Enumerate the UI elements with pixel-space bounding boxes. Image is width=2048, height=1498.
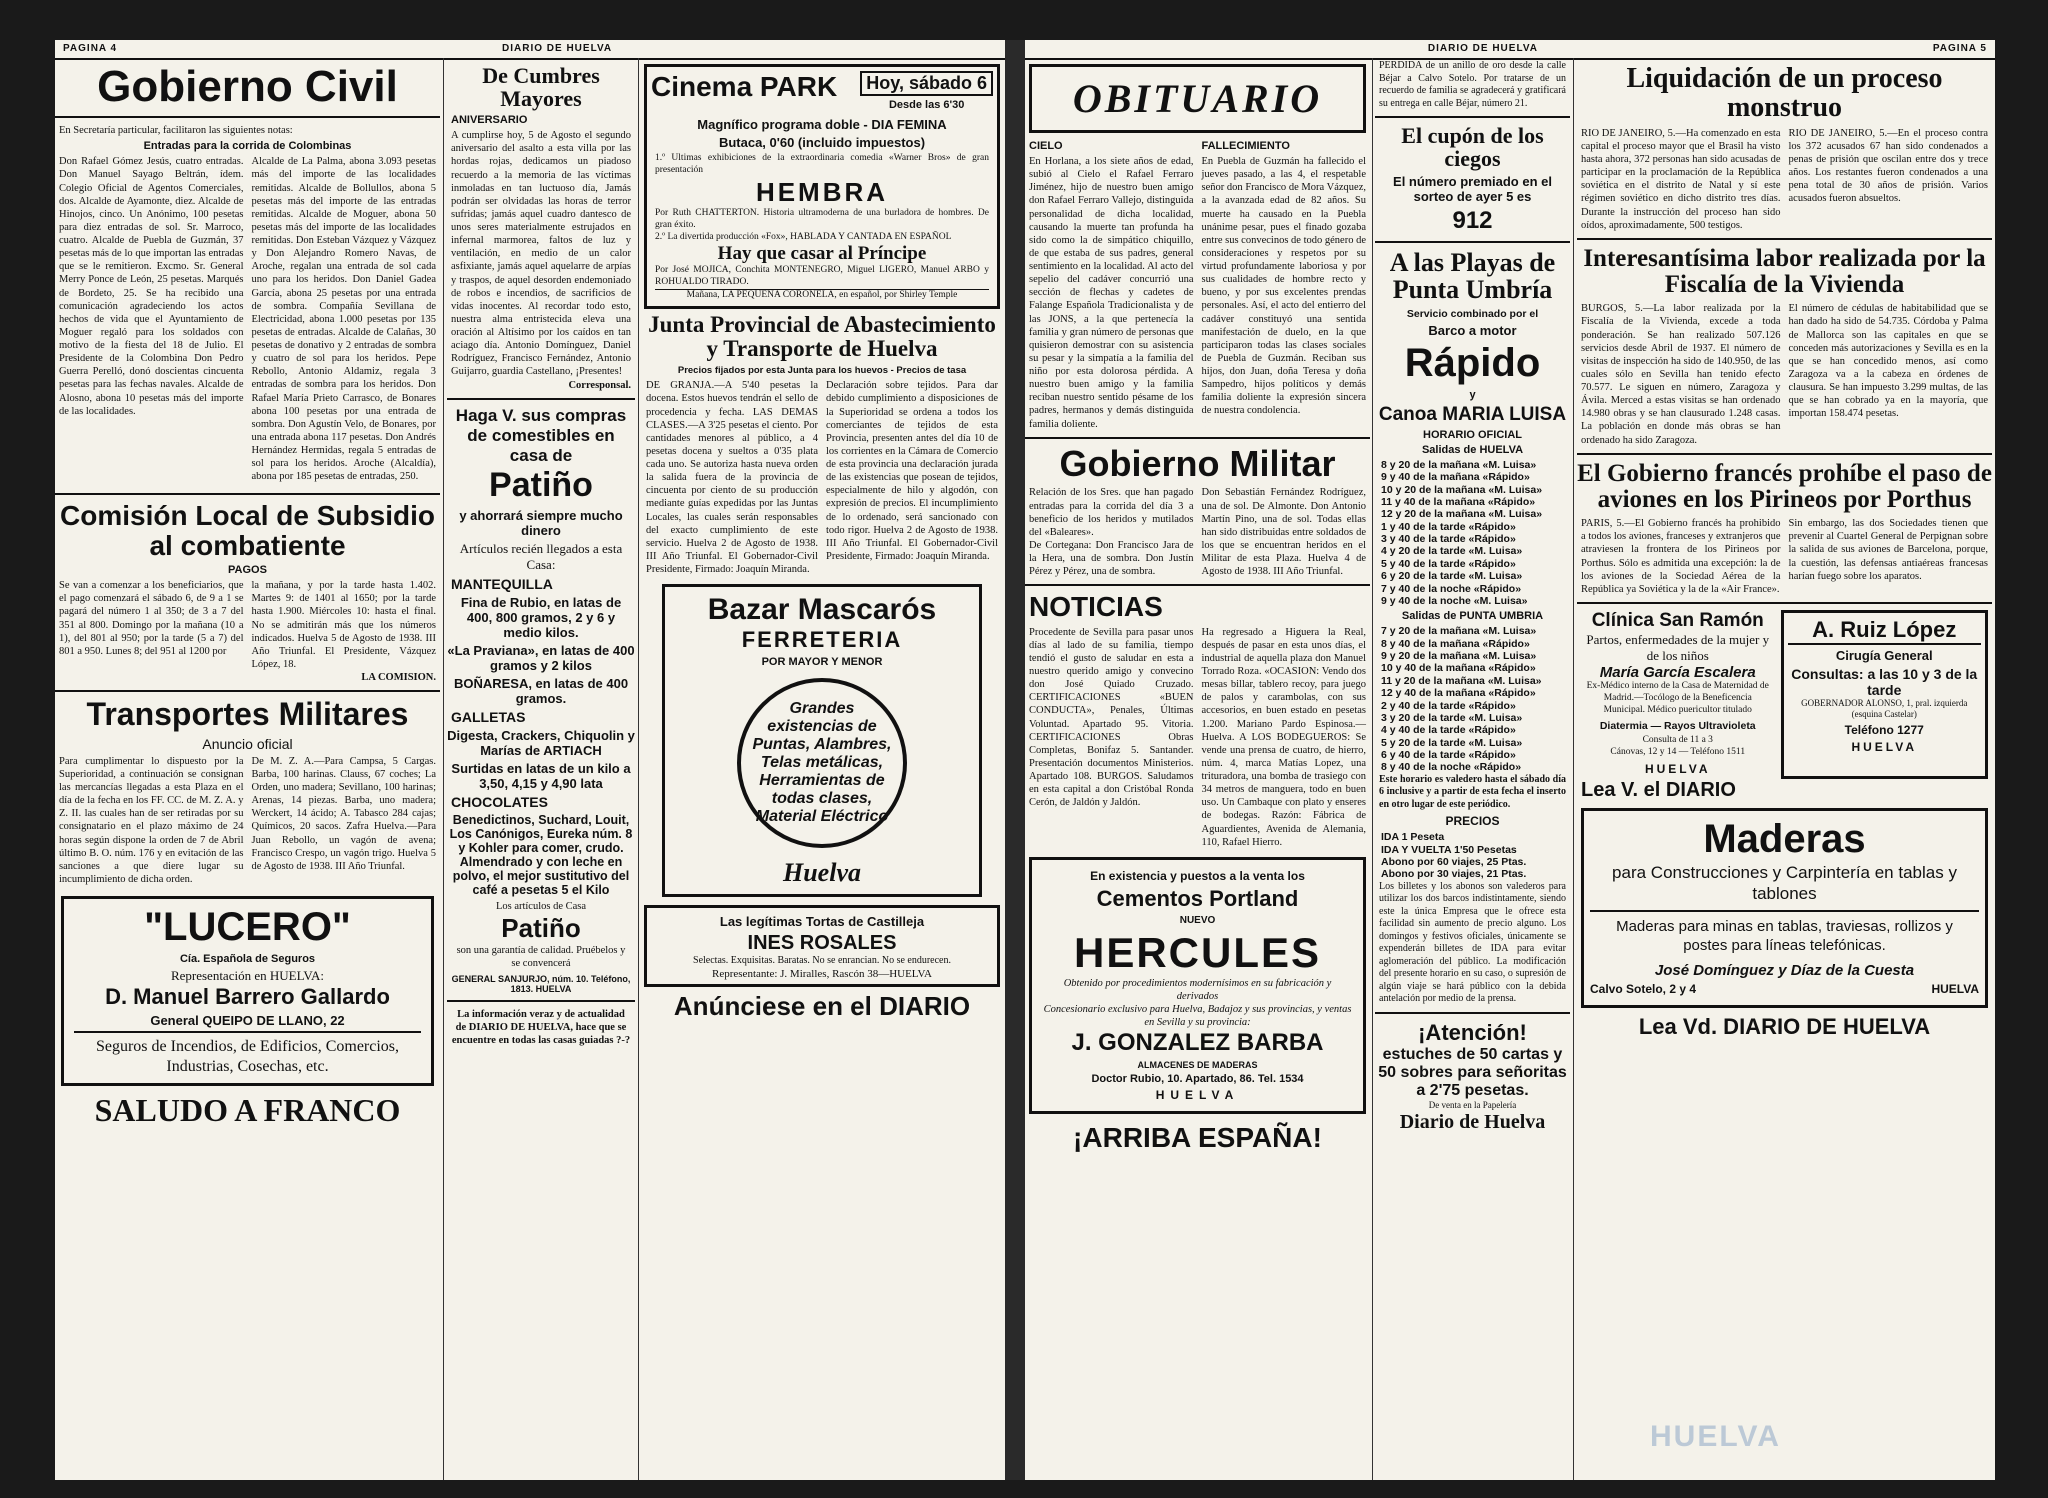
atencion-title: ¡Atención! — [1418, 1019, 1527, 1045]
playas-bottom: Los billetes y los abonos son valederos para utilizar los dos barcos indistintamente, siendo este la única Empresa que le ofrece esta facilidad sin aumento de precio alguno. Los domingos y festivos oficiales, únicamente se expenderán billetes de IDA para evitar aglomeración del público. La modificación del presente horario en su caso, o supresión de algún viaje se hará público con la debida antelación por medio de la prensa. — [1379, 880, 1566, 1005]
lucero-agent: D. Manuel Barrero Gallardo — [105, 984, 390, 1010]
frances-col2: Sin embargo, las dos Sociedades tienen que prevenir al Cuartel General de Perpignan sobre la salida de sus aviones de Barcelona, porque, la cuestión, las defensas antiaéreas francesas harían fuego sobre los aparatos. — [1788, 518, 1988, 582]
schedule-row: 8 y 40 de la mañana «Rápido» — [1381, 637, 1530, 650]
right-page-header — [1025, 40, 1995, 60]
diario-info: La información veraz y de actualidad de DIARIO DE HUELVA, hace que se encuentre en todas las casas guiadas ?-? — [451, 1008, 631, 1046]
clinica-doctor: María García Escalera — [1599, 664, 1756, 682]
comision-col2: la mañana, y por la tarde hasta 1.402. Martes 9: de 1401 al 1650; por la tarde hasta 1.900. Miércoles 10: hasta el final. No se admitirán más que los números indicados. Huelva 5 de Agosto de 1938. III Año Triunfal. El Presidente, Vázquez López, 18. — [251, 580, 436, 670]
gobierno-civil-col2: Alcalde de La Palma, abona 3.093 pesetas más del importe de las localidades remitidas. Alcalde de Bollullos, abona 5 pesetas más del importe de las entradas remitidas. Alcalde de Moguer, abona 50 pesetas más del importe de las localidades remitidas. Don Esteban Vázquez y Vázquez y Don Alejandro Romero Navas, de Aroche, regalan una entrada de sol cada uno para los heridos. Don Daniel Gadea García, abona 25 pesetas por una entrada de sombra. Compañía Sevillana de Electricidad, abona 1.000 pesetas por 135 pesetas de entradas. Alcalde de Calañas, 30 pesetas de donativo y 2 entradas de sombra y cuatro de sol para los heridos. Pepe Rebollo, Antonio Aldamiz, regala 3 entradas de sombra para los heridos. Don Rafael María Prieto Carrasco, de Bonares abona 100 pesetas por una entrada de sombra. Don Agustín Velo, de Bonares, por una entrada abona 117 pesetas. Don Andrés Hernández Hermidas, regala 5 entradas de sol para los heridos. Aroche (Alcaldía), abona por 185 pesetas de entradas, 250. — [251, 156, 436, 483]
schedule-row: 8 y 40 de la noche «Rápido» — [1381, 761, 1522, 774]
clinica-addr: Cánovas, 12 y 14 — Teléfono 1511 — [1610, 746, 1746, 757]
price-row: Abono por 60 viajes, 25 Ptas. — [1381, 856, 1527, 869]
lucero-rep: Representación en HUELVA: — [170, 968, 325, 984]
schedule-row: 3 y 20 de la tarde «M. Luisa» — [1381, 711, 1523, 724]
playas-y: y — [1469, 388, 1476, 401]
cinema-ad — [644, 64, 1000, 309]
bazar-name: Bazar Mascarós — [707, 593, 937, 627]
schedule-row: 4 y 20 de la tarde «M. Luisa» — [1381, 545, 1523, 558]
schedule-row: 11 y 40 de la mañana «Rápido» — [1381, 495, 1536, 508]
patino-name: Patiño — [489, 465, 593, 504]
schedule-row: 6 y 40 de la tarde «Rápido» — [1381, 749, 1516, 762]
junta-title: Junta Provincial de Abastecimiento y Transporte de Huelva — [648, 312, 996, 362]
price-row: IDA Y VUELTA 1'50 Pesetas — [1381, 843, 1517, 856]
schedule-row: 5 y 20 de la tarde «M. Luisa» — [1381, 736, 1523, 749]
patino-foot1: Los artículos de Casa — [495, 901, 587, 913]
chocolates-head: CHOCOLATES — [451, 794, 548, 811]
clinica-city: HUELVA — [1644, 761, 1711, 776]
atencion-line2: De venta en la Papelería — [1428, 1099, 1517, 1110]
cupon-number: 912 — [1452, 207, 1493, 235]
tortas-brand: INES ROSALES — [747, 932, 897, 955]
comision-sign: LA COMISION. — [361, 672, 436, 684]
precios-list — [1381, 831, 1564, 881]
comision-title: Comisión Local de Subsidio al combatiente — [60, 500, 435, 561]
cinema-time: Desde las 6'30 — [888, 99, 965, 111]
cumbres-sign: Corresponsal. — [568, 379, 631, 391]
lea-diario-2: Lea Vd. DIARIO DE HUELVA — [1638, 1013, 1931, 1039]
patino-line: y ahorrará siempre mucho dinero — [459, 507, 623, 538]
playas-rapido: Rápido — [1404, 340, 1541, 385]
cinema-line1: 1.º Ultimas exhibiciones de la extraordinaria comedia «Warner Bros» de gran presentación — [655, 153, 989, 175]
price-row: IDA 1 Peseta — [1381, 831, 1445, 844]
paper-name: DIARIO DE HUELVA — [502, 43, 613, 54]
schedule-row: 10 y 20 de la mañana «M. Luisa» — [1381, 483, 1543, 496]
tortas-ad — [644, 905, 1000, 987]
playas-note: Este horario es valedero hasta el sábado día 6 inclusive y a partir de esta fecha el inserto en otro lugar de este periódico. — [1379, 773, 1566, 810]
cinema-name: Cinema PARK — [651, 71, 838, 102]
transportes-title: Transportes Militares — [86, 696, 409, 733]
maderas-title: Maderas — [1703, 816, 1866, 861]
junta-col2: Declaración sobre tejidos. Para dar debido cumplimiento a disposiciones de la Superioridad se ordena a todos los comerciantes de tejidos de esta Provincia, presenten antes del día 10 de los corrientes en la Cámara de Comercio de esta provincia una declaración jurada de las existencias que posean de tejidos, especialmente de hilo y algodón, con expresión de precios. El incumplimiento de lo ordenado, será sancionado con todo rigor. Huelva 2 de Agosto de 1938. III Año Triunfal. El Gobernador-Civil Presidente, Firmado: Joaquín Miranda. — [826, 380, 998, 562]
column-left-3 — [642, 60, 1002, 1480]
cementos-agent: J. GONZALEZ BARBA — [1071, 1029, 1324, 1057]
cinema-film1: HEMBRA — [755, 176, 889, 207]
column-right-1 — [1025, 60, 1370, 1480]
ruiz-spec: Cirugía General — [1835, 647, 1933, 663]
column-left-1 — [55, 60, 440, 1480]
column-right-2 — [1375, 60, 1570, 1480]
playas-title: A las Playas de Punta Umbría — [1389, 248, 1556, 305]
cinema-cast1: Por Ruth CHATTERTON. Historia ultramoderna de una burladora de hombres. De gran éxito. — [655, 207, 989, 230]
bazar-circle: Grandes existencias de Puntas, Alambres, Telas metálicas, Herramientas de todas clases, Material Eléctrico — [737, 678, 907, 848]
anunciese-diario: Anúnciese en el DIARIO — [673, 991, 971, 1022]
vivienda-col2: El número de cédulas de habitabilidad que se han dado ha sido de 54.735. Córdoba y Palma de Mallorca son las capitales en que se conceden más autorizaciones y Sevilla es en la que se han concedido menos, así como Zaragoza va a la cabeza en órdenes de clausura. Se han impuesto 3.299 multas, de las que se han cobrado ya en la mayoría, que importan 158.474 pesetas. — [1788, 303, 1988, 420]
saludo-franco: SALUDO A FRANCO — [94, 1092, 401, 1129]
lucero-addr: General QUEIPO DE LLANO, 22 — [150, 1013, 345, 1029]
noticias-col1: Procedente de Sevilla para pasar unos días al lado de su familia, tiempo tendió el gusto de saludar en esta a nuestro querido amigo y convecino don José Quiado Cruzado. CERTIFICACIONES «BUEN CONDUCTA», Penales, Últimas Voluntad. Apartado 95. Vitoria. CERTIFICACIONES Obras Completas, Bonifaz 5. Santander. Presentación documentos Ministerios. Apartado 108. BURGOS. Saludamos en esta capital a don Cristóbal Ronda Cerón, de Jaldón y Jaldón. — [1029, 626, 1194, 809]
cementos-desc: Obtenido por procedimientos modernísimos en su fabricación y derivados — [1063, 977, 1332, 1002]
bazar-ad — [662, 584, 982, 897]
ruiz-addr: GOBERNADOR ALONSO, 1, pral. izquierda (esquina Castelar) — [1801, 697, 1968, 720]
liquidacion-col1: RIO DE JANEIRO, 5.—Ha comenzado en esta capital el proceso mayor que el Brasil ha visto hasta ahora, 372 personas han sido acusadas de participar en la proclamación de la República soviética en el distrito de Natal y sí este régimen soviético en dicho distrito tres días. Durante la instrucción del proceso han sido oídos, aproximadamente, 500 testigos. — [1581, 127, 1781, 231]
gobierno-civil-title: Gobierno Civil — [97, 62, 398, 111]
patino-address: GENERAL SANJURJO, núm. 10. Teléfono, 1813. HUELVA — [451, 973, 631, 994]
vivienda-col1: BURGOS, 5.—La labor realizada por la Fiscalía de la Vivienda, excede a toda ponderación. Se han realizado 507.126 servicios desde Abril de 1937. El número de visitas de inspección ha sido de 140.950, de las cuales sólo en Sevilla han tenido efecto 70.577. Le siguen en número, Zaragoza y Ávila. Merced a estas visitas se han ordenado 14.980 obras y se han clausurado 1.248 casas. La población en donde más obras se han ordenado ha sido Zaragoza. — [1581, 303, 1781, 446]
left-page — [55, 40, 1005, 1480]
frances-title: El Gobierno francés prohíbe el paso de aviones en los Pirineos por Porthus — [1577, 459, 1992, 513]
obituario-text2: En Puebla de Guzmán ha fallecido el jueves pasado, a las 4, el respetable señor don Francisco de Mora Vázquez, a la avanzada edad de 82 años. Su muerte ha causado en la Puebla unánime pesar, pues el finado gozaba entre sus convecinos de todo género de consideraciones y respetos por su virtud profundamente laboriosa y por sus cualidades de hombre recto y bueno, y por sus excelentes prendas personales. Así, el acto del entierro del cadáver constituyó una sentida manifestación de duelo, en la que participaron todas las clases sociales de Puebla de Guzmán. Reciban sus hijos, don Juan, doña Teresa y doña Sampedro, hijos políticos y demás familia doliente la expresión sincera de nuestra condolencia. — [1201, 156, 1366, 417]
cementos-nuevo: NUEVO — [1179, 914, 1216, 926]
schedule-row: 9 y 20 de la mañana «M. Luisa» — [1381, 650, 1537, 663]
vivienda-title: Interesantísima labor realizada por la Fiscalía de la Vivienda — [1583, 244, 1986, 299]
maderas-city: HUELVA — [1931, 981, 1979, 996]
transportes-col2: De M. Z. A.—Para Campsa, 5 Cargas. Barba, 100 harinas. Clauss, 67 coches; La Orden, uno madera; Sevillano, 100 harinas; Arenas, 14 piezas. Barba, uno madera; Werckert, 14 ácido; A. Tabasco 284 cajas; Químicos, 20 sacos. Zafra Huelva.—Para Juan Rebollo, un vagón de avena; Francisco Crespo, un vagón trigo. Huelva 5 de Agosto de 1938. III Año Triunfal. — [251, 755, 436, 872]
patino-arrivals: Artículos recién llegados a esta Casa: — [459, 540, 623, 572]
schedule-row: 9 y 40 de la noche «M. Luisa» — [1381, 594, 1528, 607]
mantequilla-head: MANTEQUILLA — [451, 576, 553, 593]
clinica-title: Clínica San Ramón — [1591, 609, 1764, 631]
tortas-line2: Selectas. Exquisitas. Baratas. No se enrancian. No se endurecen. — [693, 955, 951, 967]
page-gutter — [1005, 40, 1025, 1480]
clinica-diatermia: Diatermia — Rayos Ultravioleta — [1599, 720, 1756, 733]
playas-horario: HORARIO OFICIAL — [1423, 428, 1522, 441]
schedule-row: 7 y 20 de la mañana «M. Luisa» — [1381, 625, 1537, 638]
atencion-line1: estuches de 50 cartas y 50 sobres para señoritas a 2'75 pesetas. — [1378, 1045, 1567, 1099]
gobierno-civil-subhead: Entradas para la corrida de Colombinas — [143, 140, 352, 153]
gobierno-civil-intro: En Secretaría particular, facilitaron las siguientes notas: — [59, 125, 293, 137]
schedule-row: 8 y 20 de la mañana «M. Luisa» — [1381, 458, 1537, 471]
noticias-col2: Ha regresado a Higuera la Real, después de pasar en esta unos días, el industrial de aquella plaza don Manuel Torrado Roza. «OCASION: Vendo dos mesas billar, tablero recoy, para juego de palos y carambolas, con sus accesorios, en buen estado en pesetas 1.200. Mariano Pardo Espinosa.—Huelva. A LOS BODEGUEROS: Se vende una prensa de cuatro, de hierro, núm. 4, marca Matías Lopez, una trituradora, una bomba de trasiego con 34 metros de manguera, todo en buen uso. Un Cambaque con plato y enseres de bodegas. Razón: Fábrica de Aguardientes, Avenida de Alemania, 110, Rafael Hierro. — [1201, 626, 1366, 848]
playas-barco: Barco a motor — [1428, 322, 1517, 338]
clinica-cv: Ex-Médico interno de la Casa de Maternidad de Madrid.—Tocólogo de la Beneficencia Municipal. Médico puericultor titulado — [1586, 681, 1769, 716]
chocolates-text: Benedictinos, Suchard, Louit, Los Canónigos, Eureka núm. 8 y Kohler para comer, crudo. Almendrado y con leche en polvo, el mejor sustitutivo del café a pesetas 5 el Kilo — [449, 813, 633, 898]
cinema-date: Hoy, sábado 6 — [860, 71, 993, 96]
paper-name-right: DIARIO DE HUELVA — [1427, 43, 1538, 54]
galletas-head: GALLETAS — [451, 709, 526, 726]
ruiz-phone: Teléfono 1277 — [1844, 723, 1924, 738]
ruiz-hours: Consultas: a las 10 y 3 de la tarde — [1791, 665, 1978, 698]
bazar-city: Huelva — [783, 858, 861, 888]
obituario-title: OBITUARIO — [1029, 64, 1366, 133]
maderas-line1: para Construcciones y Carpintería en tablas y tablones — [1612, 862, 1957, 904]
playas-canoa: Canoa MARIA LUISA — [1378, 403, 1567, 425]
gobierno-militar-title: Gobierno Militar — [1059, 442, 1336, 484]
schedule-row: 10 y 40 de la mañana «Rápido» — [1381, 662, 1536, 675]
schedule-row: 3 y 40 de la tarde «Rápido» — [1381, 533, 1516, 546]
tortas-line3: Representante: J. Miralles, Rascón 38—HUELVA — [712, 967, 932, 980]
galletas-2: Surtidas en latas de un kilo a 3,50, 4,15 y 4,90 lata — [451, 761, 631, 792]
cementos-title: Cementos Portland — [1096, 885, 1299, 911]
clinica-consulta: Consulta de 11 a 3 — [1642, 735, 1713, 746]
schedule-row: 1 y 40 de la tarde «Rápido» — [1381, 520, 1516, 533]
schedule-row: 12 y 20 de la mañana «M. Luisa» — [1381, 508, 1543, 521]
mantequilla-2: «La Praviana», en latas de 400 gramos y 2 kilos — [447, 643, 635, 674]
schedule-row: 9 y 40 de la mañana «Rápido» — [1381, 471, 1530, 484]
playas-service: Servicio combinado por el — [1406, 307, 1539, 320]
obituario-text1: En Horlana, a los siete años de edad, subió al Cielo el Rafael Ferraro Jiménez, hijo de nuestro buen amigo don Rafael Ferraro Vallejo, distinguida personalidad de dicha localidad, causando la muerte tan profunda ha sido como la de simpático chiquillo, de que estaba de sus padres, general sentimiento en la localidad. Al acto del sepelio del cadáver concurrió una sección de flechas y cadetes de Falange Española Tradicionalista y de las JONS, a la que pertenecía la familia y gran número de personas que quisieron demostrar con su asistencia su pesar y la simpatía a la familia del niño por esta dolorosa pérdida. A nuestro buen amigo y la familia reciban nuestro sentido pésame de los padres, hermanos y demás distinguida familia doliente. — [1029, 156, 1194, 430]
patino-intro: Haga V. sus compras de comestibles en casa de — [455, 405, 627, 465]
cementos-name: HERCULES — [1073, 928, 1322, 976]
cinema-cast2: Por José MOJICA, Conchita MONTENEGRO, Miguel LIGERO, Manuel ARBO y ROHUALDO TIRADO. — [655, 265, 989, 288]
liquidacion-title: Liquidación de un proceso monstruo — [1626, 63, 1943, 124]
clinica-line1: Partos, enfermedades de la mujer y de los niños — [1586, 631, 1770, 664]
cementos-almacenes: ALMACENES DE MADERAS — [1137, 1060, 1258, 1071]
galletas-1: Digesta, Crackers, Chiquolin y Marías de ARTIACH — [447, 728, 635, 759]
maderas-addr: Calvo Sotelo, 2 y 4 — [1590, 981, 1697, 996]
cinema-film2: Hay que casar al Príncipe — [717, 243, 927, 265]
cinema-line2: 2.º La divertida producción «Fox», HABLADA Y CANTADA EN ESPAÑOL — [655, 231, 952, 242]
archive-watermark: HUELVA — [1650, 1420, 1781, 1453]
mantequilla-3: BOÑARESA, en latas de 400 gramos. — [453, 676, 629, 707]
right-page — [1025, 40, 1995, 1480]
atencion-line3: Diario de Huelva — [1399, 1111, 1546, 1134]
cumbres-title: De Cumbres Mayores — [482, 63, 600, 112]
playas-salidas-huelva: Salidas de HUELVA — [1421, 443, 1524, 456]
price-row: Abono por 30 viajes, 21 Ptas. — [1381, 868, 1527, 881]
maderas-line2: Maderas para minas en tablas, traviesas, rollizos y postes para líneas telefónicas. — [1616, 918, 1953, 955]
cinema-price: Butaca, 0'60 (incluido impuestos) — [718, 135, 926, 150]
schedule-row: 6 y 20 de la tarde «M. Luisa» — [1381, 570, 1523, 583]
cementos-line1: En existencia y puestos a la venta los — [1090, 868, 1305, 883]
bazar-ferreteria: FERRETERIA — [741, 627, 903, 653]
lucero-lines: Seguros de Incendios, de Edificios, Comercios, Industrias, Cosechas, etc. — [74, 1031, 421, 1077]
arriba-espana: ¡ARRIBA ESPAÑA! — [1073, 1122, 1322, 1154]
mantequilla-1: Fina de Rubio, en latas de 400, 800 gramos, 2 y 6 y medio kilos. — [460, 595, 622, 641]
transportes-col1: Para cumplimentar lo dispuesto por la Superioridad, a continuación se consignan las mercancías llegadas a esta Plaza en el día de la fecha en los FF. CC. de M. Z. A. y Z. II. las cuales han de ser retiradas por su consignatario en el plazo máximo de 24 horas según dispone la orden de 7 de Abril último B. O. núm. 176 y en evitación de las sanciones a que diere lugar su incumplimiento de dicha orden. — [59, 755, 244, 885]
noticias-title: NOTICIAS — [1029, 591, 1163, 623]
schedule-row: 7 y 40 de la noche «Rápido» — [1381, 582, 1522, 595]
obituario-sub2: FALLECIMIENTO — [1201, 140, 1290, 152]
precios-head: PRECIOS — [1445, 814, 1500, 829]
cumbres-subhead: ANIVERSARIO — [451, 114, 528, 127]
schedule-punta — [1381, 625, 1564, 774]
column-right-3 — [1577, 60, 1992, 1480]
lucero-ad — [61, 896, 434, 1086]
junta-col1: DE GRANJA.—A 5'40 pesetas la docena. Estos huevos tendrán el sello de procedencia y fecha. LAS DEMAS CLASES.—A 3'25 pesetas el ciento. Por cantidades menores al público, a 4 pesetas docena y sueltos a 0'35 plata cada uno. Se autoriza hasta nueva orden la salida fuera de la provincia de cincuenta por ciento de su producción mediante guías expedidas por las Juntas Locales, las cuales serán responsables del exacto cumplimiento de este servicio. Huelva 2 de Agosto de 1938. III Año Triunfal. El Gobernador-Civil Presidente, Firmado: Joaquín Miranda. — [646, 380, 818, 576]
cupon-line: El número premiado en el sorteo de ayer 5 es — [1393, 174, 1552, 205]
left-page-header — [55, 40, 1005, 60]
cinema-program: Magnífico programa doble - DIA FEMINA — [697, 117, 947, 132]
schedule-row: 4 y 40 de la tarde «Rápido» — [1381, 724, 1516, 737]
comision-col1: Se van a comenzar a los beneficiarios, que el pago comenzará el sábado 6, de 9 a 1 se pagará del número 1 al 350; de 3 a 7 del 351 al 800. Domingo por la mañana (10 a 1), del 801 al 950; por la tarde (5 a 7) del 801 a 950. Lunes 8; del 951 al 1200 por — [59, 580, 244, 657]
page-number: PAGINA 4 — [63, 43, 118, 54]
playas-salidas-punta: Salidas de PUNTA UMBRIA — [1401, 610, 1544, 623]
column-left-2 — [447, 60, 635, 1480]
perdida-notice: PERDIDA de un anillo de oro desde la calle Béjar a Calvo Sotelo. Por tratarse de un recuerdo de familia se agradecerá y gratificará su entrega en calle Béjar, número 21. — [1379, 60, 1566, 109]
clinica-ad — [1581, 610, 1775, 779]
schedule-huelva — [1381, 459, 1564, 608]
cupon-title: El cupón de los ciegos — [1401, 123, 1544, 172]
patino-foot2: son una garantía de calidad. Pruébelos y se convencerá — [456, 945, 626, 970]
cementos-addr: Doctor Rubio, 10. Apartado, 86. Tel. 1534 — [1091, 1073, 1304, 1086]
bazar-mayor: POR MAYOR Y MENOR — [761, 656, 883, 669]
obituario-sub1: CIELO — [1029, 140, 1063, 152]
schedule-row: 12 y 40 de la mañana «Rápido» — [1381, 687, 1536, 700]
lea-diario-1: Lea V. el DIARIO — [1581, 778, 1736, 801]
page-number-right: PAGINA 5 — [1932, 43, 1987, 54]
gobierno-militar-col1: Relación de los Sres. que han pagado entradas para la corrida del día 3 a beneficio de los heridos y mutilados del «Baleares». — [1029, 487, 1194, 538]
gobierno-militar-col2: Don Sebastián Fernández Rodríguez, una de sol. De Almonte. Don Antonio Martín Pino, una de sol. Todas ellas han sido distribuidas entre soldados de los que se encuentran heridos en el Militar de esta Plaza. Huelva 4 de Agosto de 1938. III Año Triunfal. — [1201, 487, 1366, 578]
ruiz-city: HUELVA — [1851, 740, 1918, 755]
cementos-city: HUELVA — [1155, 1088, 1240, 1103]
schedule-row: 5 y 40 de la tarde «Rápido» — [1381, 557, 1516, 570]
maderas-agent: José Domínguez y Díaz de la Cuesta — [1654, 961, 1915, 979]
cementos-conc: Concesionario exclusivo para Huelva, Badajoz y sus provincias, y ventas en Sevilla y su provincia: — [1043, 1004, 1352, 1029]
lucero-cia: Cía. Española de Seguros — [179, 953, 316, 966]
cinema-footer: Mañana, LA PEQUEÑA CORONELA, en español, por Shirley Temple — [655, 289, 989, 302]
schedule-row: 2 y 40 de la tarde «Rápido» — [1381, 699, 1516, 712]
cumbres-text: A cumplirse hoy, 5 de Agosto el segundo aniversario del asalto a esta villa por las hordas rojas, dedicamos un piadoso recuerdo a la memoria de las víctimas inmoladas en tan luctuoso día, Jamás podrán ser olvidadas las horas de terror sufridas; jamás aquel cuadro dantesco de unos seres materialmente estrujados en infernal marmorea, faltos de luz y ventilación, en medio de un calor asfixiante, jamás aquel aquelarre de arpías y traspos, de aquel desorden endemoniado de robos e incendios, de sacrificios de vidas inocentes. Al recordar todo esto, nuestra alma entristecida eleva una oración al Altísimo por los caídos en tan aciago día. Antonio Domínguez, Daniel Rodríguez, Francisco Fernández, Antonio Guijarro, guardia Castellano, ¡Presentes! — [451, 130, 631, 378]
cementos-ad — [1029, 857, 1366, 1115]
gobierno-civil-col1: Don Rafael Gómez Jesús, cuatro entradas. Don Manuel Sayago Beltrán, ídem. Colegio Oficial de Agentos Comerciales, dos. Alcalde de Ayamonte, diez. Alcalde de Hinojos, cinco. Un Anónimo, 100 pesetas para diez entradas de sol. Sr. Marroco, cuatro. Alcalde de Puebla de Guzmán, 37 pesetas más de lo que importan las entradas que se le remitieron. Excmo. Sr. General Merry Ponce de León, 25 pesetas. Marqués de Bordeto, 25. Se ha recibido una comunicación agradeciendo los actos hechos de vida que el Ayuntamiento de Moguer regaló para los soldados con motivo de la fiesta del 18 de Julio. El Presidente de la Colombina Don Pedro Guerra Perelló, donó doscientas cincuenta pesetas para las fechas navales. Alcalde de Alosno, abona 10 pesetas más del importe de las localidades. — [59, 156, 244, 417]
liquidacion-col2: RIO DE JANEIRO, 5.—En el proceso contra los 372 acusados 67 han sido condenados a penas de prisión que oscilan entre dos y trece años. Los restantes fueron condenados a una pena total de 30 años de prisión. Varios acusados fueron absueltos. — [1788, 127, 1988, 205]
gobierno-militar-col3: De Cortegana: Don Francisco Jara de la Hera, una de sombra. Don Justín Pérez y Pérez, una de sombra. — [1029, 539, 1194, 578]
comision-subhead: PAGOS — [228, 564, 267, 577]
junta-subhead: Precios fijados por esta Junta para los huevos - Precios de tasa — [677, 365, 967, 377]
frances-col1: PARIS, 5.—El Gobierno francés ha prohibido a todos los aviones, franceses y extranjeros que atraviesen la frontera de los Pirineos por Porthus. Sólo es admitida una excepción: la de los aviones de la Sociedad Aérea de la República ya Soviética y la de la «Air France». — [1581, 518, 1781, 595]
patino-name-2: Patiño — [501, 913, 581, 944]
transportes-subhead: Anuncio oficial — [202, 735, 293, 752]
schedule-row: 11 y 20 de la mañana «M. Luisa» — [1381, 674, 1542, 687]
maderas-ad — [1581, 808, 1988, 1008]
ruiz-ad — [1781, 610, 1989, 779]
lucero-name: "LUCERO" — [144, 905, 351, 950]
tortas-line1: Las legítimas Tortas de Castilleja — [719, 914, 925, 930]
ruiz-name: A. Ruiz López — [1788, 617, 1982, 645]
